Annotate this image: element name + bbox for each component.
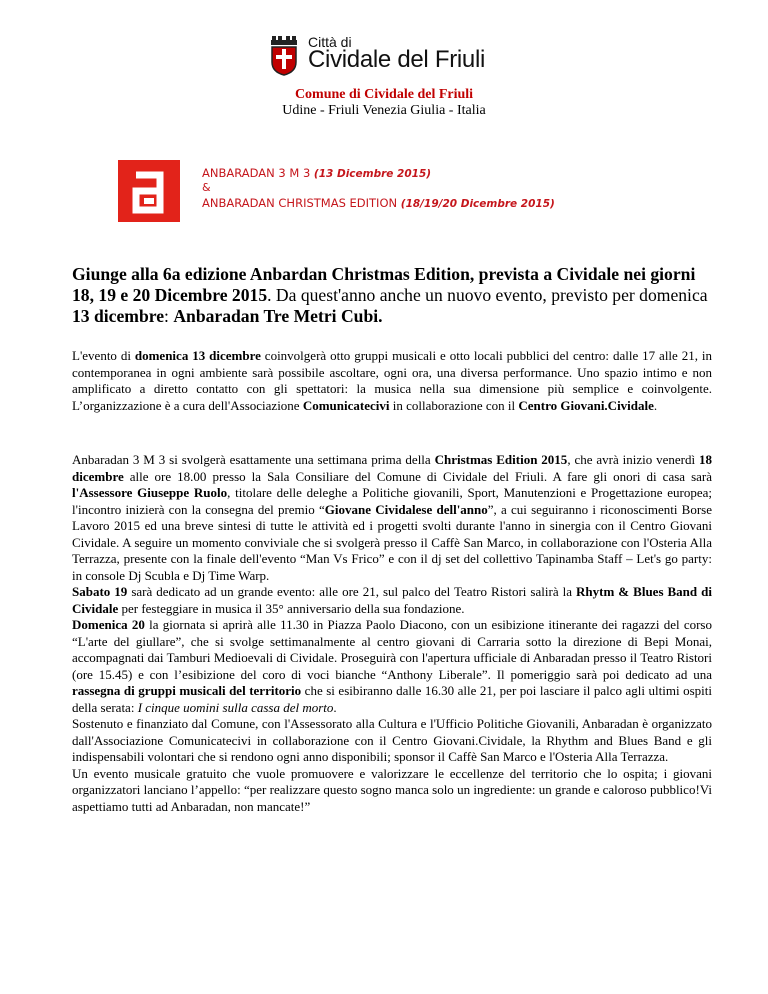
p4-text: la giornata si aprirà alle 11.30 in Piazza Paolo Diacono, con un esibizione itinerante dei ragazzi del corso “L'arte del giullare”, che si svolge settimanalmente al centro giovani di Carraria sotto la direzione di Bepi Monai, accompagnati dai Tamburi Medioevali di Cividale. Proseguirà con l'apertura ufficiale di Anbaradan presso il Teatro Ristori (ore 15.45) e con l’esibizione del coro di voci bianche “Anthony Liberale”. Il pomeriggio sarà poi dedicato ad una bbox=[72, 617, 712, 682]
paragraph-1 bbox=[72, 348, 712, 414]
p2-text: ”, a cui seguiranno i riconoscimenti Borse Lavoro 2015 ed una breve sintesi di tutte le attività ed i progetti svolti durante l'anno in sinergia con il Centro Giovani Cividale. A seguire un momento conviviale che si svolgerà presso il Caffè San Marco, in collaborazione con l'Osteria Alla Terrazza, presente con la finale dell'evento “Man Vs Frico” e con il dj set del collettivo Tapinamba Staff – Let's go party: in console Dj Scubla e Dj Time Warp. bbox=[72, 501, 712, 583]
p4-italic: I cinque uomini sulla cassa del morto bbox=[137, 699, 334, 715]
event-1-title: ANBARADAN 3 M 3 bbox=[202, 166, 311, 180]
event-2-date: (18/19/20 Dicembre 2015) bbox=[400, 198, 555, 210]
p1-text: in collaborazione con il bbox=[389, 397, 519, 413]
p4-text: . bbox=[333, 699, 337, 715]
headline bbox=[72, 264, 712, 327]
p2-text: alle ore 18.00 presso la Sala Consiliare del Comune di Cividale del Friuli. A fare gli onori di casa sarà bbox=[123, 468, 712, 484]
p1-bold: domenica 13 dicembre bbox=[134, 348, 261, 363]
event-line-1 bbox=[202, 166, 431, 180]
p3-text: sarà dedicato ad un grande evento: alle ore 21, sul palco del Teatro Ristori salirà la bbox=[127, 584, 577, 599]
headline-bold-2: 13 dicembre bbox=[72, 306, 165, 326]
p2-text: Anbaradan 3 M 3 si svolgerà esattamente una settimana prima della bbox=[72, 452, 435, 467]
event-line-2 bbox=[202, 196, 555, 210]
paragraph-4 bbox=[72, 617, 712, 716]
paragraph-block bbox=[72, 452, 712, 815]
logo-big-text: Cividale del Friuli bbox=[308, 46, 486, 73]
anbaradan-a-icon bbox=[118, 160, 180, 222]
p4-text: che si esibiranno dalle 16.30 alle 21, per poi lasciare il palco agli ultimi ospiti della serata: bbox=[72, 683, 712, 715]
region-subtitle: Udine - Friuli Venezia Giulia - Italia bbox=[282, 103, 486, 118]
p4-bold: rassegna di gruppi musicali del territorio bbox=[72, 683, 302, 698]
p1-text: coinvolgerà otto gruppi musicali e otto locali pubblici del centro: dalle 17 alle 21, in contemporanea in ogni ambiente sarà possibile ascoltare, ogni ora, una diversa performance. Uno spazio intimo e non amplificato a diretto contatto con gli spettatori: la musica nella sua dimensione più semplice e coinvolgente. L’organizzazione è a cura dell'Associazione bbox=[72, 348, 712, 413]
p2-bold: l'Assessore Giuseppe Ruolo bbox=[72, 485, 228, 500]
paragraph-5: Sostenuto e finanziato dal Comune, con l'Assessorato alla Cultura e l'Ufficio Politiche Giovanili, Anbaradan è organizzato dall'Associazione Comunicatecivi in collaborazione con il Centro Giovani.Cividale, la Rhythm and Blues Band e gli indispensabili volontari che si rendono ogni anno disponibili; sponsor il Caffè San Marco e l'Osteria Alla Terrazza. bbox=[72, 716, 712, 764]
comune-title: Comune di Cividale del Friuli bbox=[294, 87, 474, 102]
paragraph-3 bbox=[72, 584, 712, 617]
p2-bold: 18 dicembre bbox=[72, 452, 712, 484]
paragraph-6: Un evento musicale gratuito che vuole promuovere e valorizzare le eccellenze del territorio che lo ospita; i giovani organizzatori lanciano l’appello: “per realizzare questo sogno manca solo un ingrediente: un grande e caloroso pubblico!Vi aspettiamo tutti ad Anbaradan, non mancate!” bbox=[72, 765, 712, 814]
p1-bold: Comunicatecivi bbox=[302, 397, 390, 413]
p1-text: L'evento di bbox=[72, 348, 135, 363]
p2-bold: Christmas Edition 2015 bbox=[434, 452, 568, 467]
event-ampersand: & bbox=[202, 181, 211, 194]
p3-bold: Rhytm & Blues Band di Cividale bbox=[72, 584, 713, 616]
event-1-date: (13 Dicembre 2015) bbox=[313, 168, 432, 180]
p2-text: , che avrà inizio venerdì bbox=[567, 452, 699, 467]
anbaradan-logo bbox=[118, 160, 180, 222]
city-crest-icon bbox=[268, 34, 300, 76]
p1-bold: Centro Giovani.Cividale bbox=[518, 397, 654, 413]
headline-bold-1: Giunge alla 6a edizione Anbardan Christmas Edition, prevista a Cividale nei giorni 18, 19 e 20 Dicembre 2015 bbox=[72, 264, 696, 305]
p1-text: . bbox=[653, 397, 658, 413]
p3-text: per festeggiare in musica il 35° anniversario della sua fondazione. bbox=[118, 600, 465, 616]
p4-bold: Domenica 20 bbox=[72, 617, 145, 632]
p2-text: , titolare delle deleghe a Politiche giovanili, Sport, Manutenzioni e Progettazione europea; l'incontro inizierà con la consegna del premio “ bbox=[72, 485, 713, 517]
headline-bold-3: Anbaradan Tre Metri Cubi. bbox=[173, 306, 383, 326]
headline-text-2: : bbox=[164, 306, 174, 326]
event-2-title: ANBARADAN CHRISTMAS EDITION bbox=[202, 196, 398, 210]
logo-small-text: Città di bbox=[308, 34, 352, 50]
p2-bold: Giovane Cividalese dell'anno bbox=[324, 501, 488, 517]
p3-bold: Sabato 19 bbox=[72, 584, 128, 599]
paragraph-2 bbox=[72, 452, 712, 584]
headline-text-1: . Da quest'anno anche un nuovo evento, previsto per domenica bbox=[267, 285, 708, 305]
city-logo bbox=[268, 34, 508, 84]
